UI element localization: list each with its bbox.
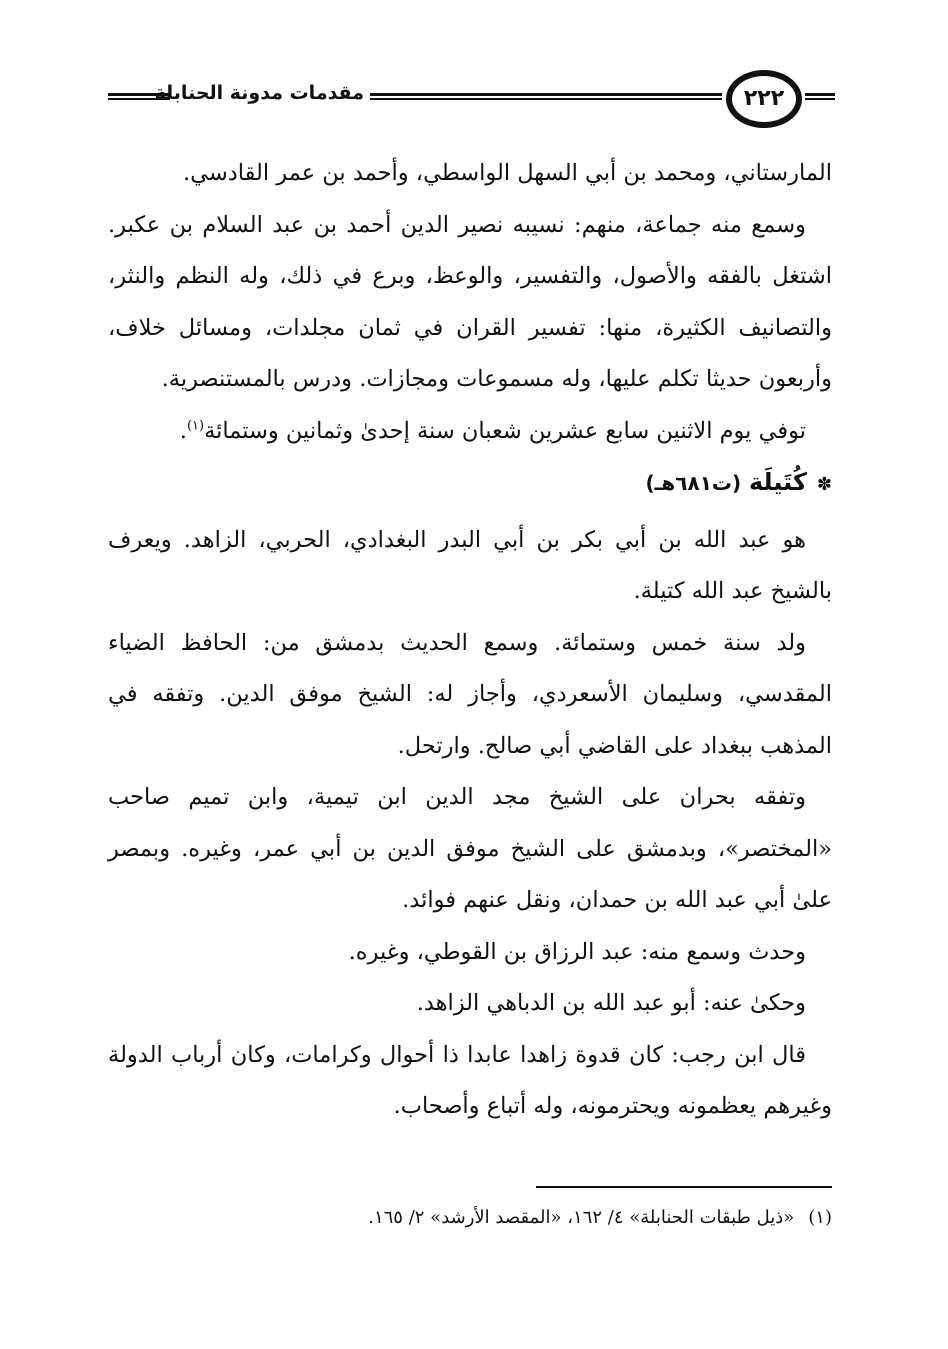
footnote-separator [536,1186,832,1188]
asterism-icon: ✽ [816,474,832,495]
paragraph-continuation: المارستاني، ومحمد بن أبي السهل الواسطي، وأحمد بن عمر القادسي. [183,160,832,186]
entry-paragraph: قال ابن رجب: كان قدوة زاهدا عابدا ذا أحوال وكرامات، وكان أرباب الدولة وغيرهم يعظمونه ويحترمونه، وله أتباع وأصحاب. [108,1041,832,1119]
entry-paragraph: وحدث وسمع منه: عبد الرزاق بن القوطي، وغيره. [348,938,806,965]
entry-name: كُتَيلَة [749,468,807,496]
footnote-text: «ذيل طبقات الحنابلة» ٤/ ١٦٢، «المقصد الأرشد» ٢/ ١٦٥. [368,1207,795,1228]
entry-paragraph: ولد سنة خمس وستمائة. وسمع الحديث بدمشق من: الحافظ الضياء المقدسي، وسليمان الأسعردي، وأجاز له: الشيخ موفق الدين. وتفقه في المذهب ببغداد على القاضي أبي صالح. وارتحل. [108,629,832,759]
header-rule-middle [370,93,722,100]
running-title: مقدمات مدونة الحنابلة [154,82,364,104]
entry-paragraph: وحكىٰ عنه: أبو عبد الله بن الدباهي الزاهد. [416,990,806,1016]
header-rule-right [805,93,835,100]
entry-death-date: (ت٦٨١هـ) [645,471,742,495]
main-text [108,148,832,1133]
entry-paragraph: وتفقه بحران على الشيخ مجد الدين ابن تيمية، وابن تميم صاحب «المختصر»، وبدمشق على الشيخ موفق الدين بن أبي عمر، وغيره. وبمصر علىٰ أبي عبد الله بن حمدان، ونقل عنهم فوائد. [108,784,832,913]
footnote [108,1202,832,1234]
running-header [108,70,835,132]
death-text-tail: . [179,417,187,444]
entry-paragraph: هو عبد الله بن أبي بكر بن أبي البدر البغدادي، الحربي، الزاهد. ويعرف بالشيخ عبد الله كتيلة. [108,526,832,604]
footnote-reference: (١) [186,418,205,433]
death-text: توفي يوم الاثنين سابع عشرين شعبان سنة إحدىٰ وثمانين وستمائة [204,417,806,444]
footnote-number: (١) [808,1207,832,1228]
paragraph-death [108,406,832,458]
page-number-badge: ٢٢٢ [726,70,802,128]
entry-heading [108,457,832,511]
paragraph-students: وسمع منه جماعة، منهم: نسيبه نصير الدين أحمد بن عبد السلام بن عكبر. اشتغل بالفقه والأصول، والتفسير، والوعظ، وبرع في ذلك، وله النظم والنثر، والتصانيف الكثيرة، منها: تفسير القران في ثمان مجلدات، ومسائل خلاف، وأربعون حديثا تكلم عليها، وله مسموعات ومجازات. ودرس بالمستنصرية. [108,211,832,392]
